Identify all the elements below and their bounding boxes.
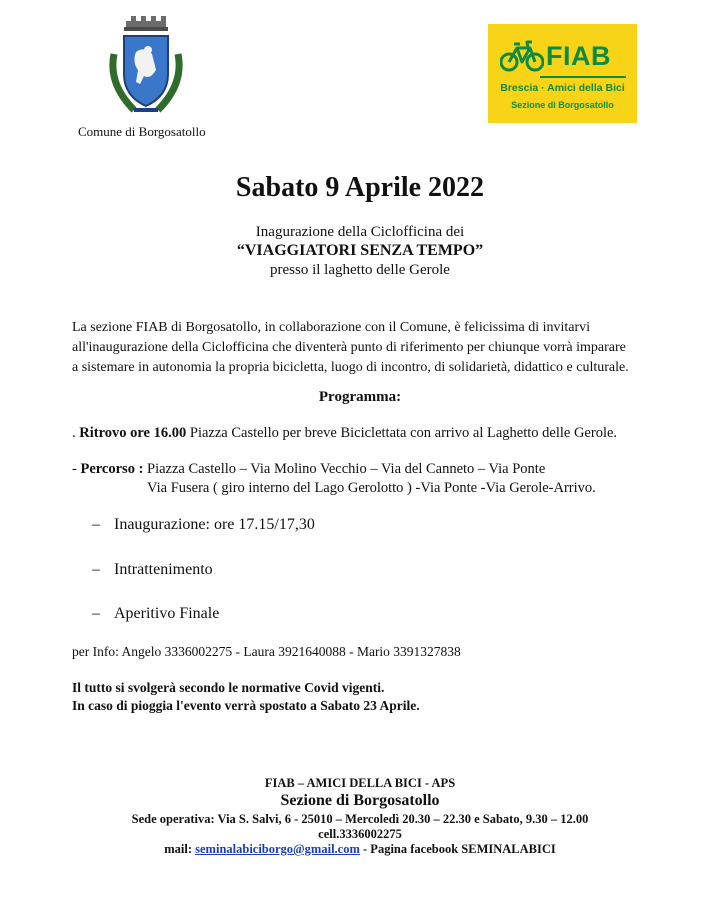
comune-crest bbox=[104, 14, 188, 122]
logo-subtitle: Brescia · Amici della Bici bbox=[500, 82, 625, 94]
fiab-logo bbox=[488, 24, 637, 123]
fiab-brand: FIAB bbox=[546, 41, 611, 71]
ritrovo-prefix: . bbox=[72, 425, 80, 441]
contact-info: per Info: Angelo 3336002275 - Laura 3921640088 - Mario 3391327838 bbox=[72, 644, 461, 659]
program-heading: Programma: bbox=[318, 389, 402, 405]
inauguration-line: Inagurazione della Ciclofficina dei bbox=[255, 224, 465, 240]
coat-of-arms-icon bbox=[104, 14, 188, 122]
program-item-text: Aperitivo Finale bbox=[114, 605, 220, 622]
program-item bbox=[92, 605, 219, 623]
program-item-text: Intrattenimento bbox=[114, 561, 213, 578]
logo-divider bbox=[540, 76, 626, 78]
percorso-route-1: Piazza Castello – Via Molino Vecchio – Via del Canneto – Via Ponte bbox=[143, 461, 546, 477]
event-location: presso il laghetto delle Gerole bbox=[270, 262, 450, 278]
ritrovo-label: Ritrovo ore 16.00 bbox=[79, 425, 187, 441]
program-item-text: Inaugurazione: ore 17.15/17,30 bbox=[114, 516, 315, 533]
mail-prefix: mail: bbox=[164, 842, 196, 856]
group-name: “VIAGGIATORI SENZA TEMPO” bbox=[236, 242, 484, 259]
footer-sede: Sede operativa: Via S. Salvi, 6 - 25010 – Mercoledì 20.30 – 22.30 e Sabato, 9.30 – 12.00 bbox=[131, 812, 589, 826]
percorso-route-2: Via Fusera ( giro interno del Lago Gerolotto ) -Via Ponte -Via Gerole-Arrivo. bbox=[147, 480, 596, 496]
percorso-label: Percorso : bbox=[80, 461, 144, 477]
footer-mail bbox=[0, 842, 720, 857]
dash-bullet: – bbox=[92, 605, 100, 622]
ritrovo-text: Piazza Castello per breve Biciclettata con arrivo al Laghetto delle Gerole. bbox=[186, 425, 618, 441]
covid-note: Il tutto si svolgerà secondo le normative Covid vigenti. bbox=[72, 680, 385, 695]
footer-org: FIAB – AMICI DELLA BICI - APS bbox=[264, 776, 456, 790]
percorso-line bbox=[72, 461, 545, 478]
event-date: Sabato 9 Aprile 2022 bbox=[235, 172, 485, 203]
dash-bullet: – bbox=[92, 516, 100, 533]
bicycle-icon bbox=[500, 38, 544, 72]
program-item bbox=[92, 561, 213, 579]
logo-section: Sezione di Borgosatollo bbox=[511, 100, 614, 110]
intro-line: La sezione FIAB di Borgosatollo, in collaborazione con il Comune, è felicissima di invitarvi bbox=[72, 320, 591, 335]
dash-bullet: – bbox=[92, 561, 100, 578]
program-item bbox=[92, 516, 315, 534]
intro-line: all'inaugurazione della Ciclofficina che diventerà punto di riferimento per chiunque vorrà imparare bbox=[72, 340, 626, 355]
footer-section: Sezione di Borgosatollo bbox=[280, 792, 440, 809]
mail-suffix: - Pagina facebook SEMINALABICI bbox=[359, 842, 556, 856]
comune-label: Comune di Borgosatollo bbox=[78, 124, 206, 139]
email-link[interactable]: seminalabiciborgo@gmail.com bbox=[195, 842, 360, 856]
ritrovo-line bbox=[72, 425, 617, 442]
rain-note: In caso di pioggia l'evento verrà spostato a Sabato 23 Aprile. bbox=[72, 698, 420, 713]
intro-line: a sistemare in autonomia la propria bicicletta, luogo di incontro, di solidarietà, didattico e culturale. bbox=[72, 360, 629, 375]
percorso-prefix: - bbox=[72, 461, 81, 477]
intro-paragraph bbox=[72, 318, 692, 378]
footer-cell: cell.3336002275 bbox=[318, 827, 402, 841]
